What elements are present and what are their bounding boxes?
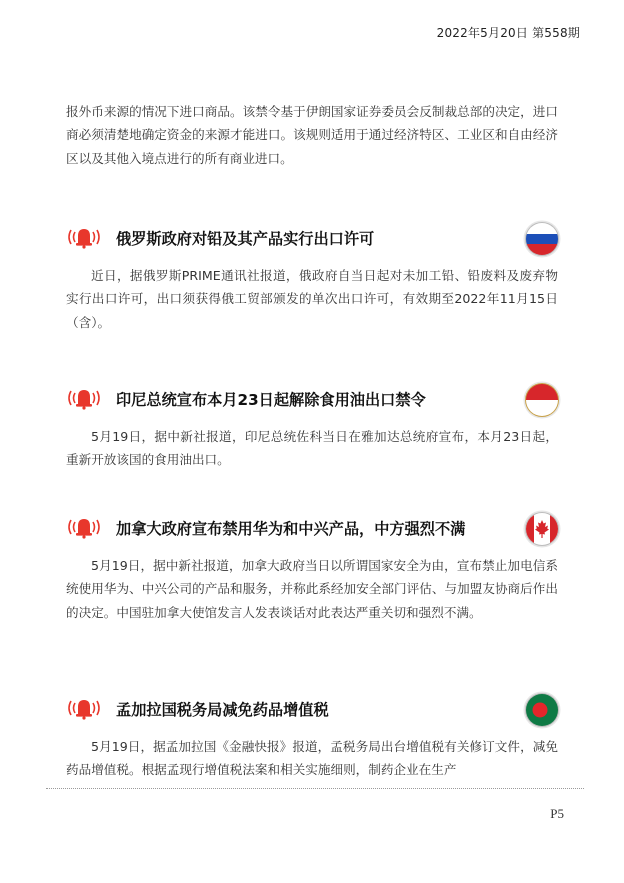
section-body: 5月19日，据中新社报道，加拿大政府当日以所谓国家安全为由，宣布禁止加电信系统使用华为、中兴公司的产品和服务，并称此系经加安全部门评估、与加盟友协商后作出的决定。中国驻加拿大使馆发言人发表谈话对此表达严重关切和强烈不满。 [66, 558, 558, 620]
section-header-russia [66, 219, 561, 259]
canada-flag-icon [523, 510, 561, 548]
section-header-bangladesh [66, 690, 561, 730]
section-body: 5月19日，据孟加拉国《金融快报》报道，孟税务局出台增值税有关修订文件，减免药品增值税。根据孟现行增值税法案和相关实施细则，制药企业在生产 [66, 739, 558, 778]
section-title: 印尼总统宣布本月23日起解除食用油出口禁令 [116, 391, 426, 409]
section-body: 5月19日，据中新社报道，印尼总统佐科当日在雅加达总统府宣布，本月23日起，重新开放该国的食用油出口。 [66, 429, 558, 468]
issue-date: 2022年5月20日 第558期 [436, 26, 580, 40]
intro-paragraph: 报外币来源的情况下进口商品。该禁令基于伊朗国家证券委员会反制裁总部的决定，进口商必须清楚地确定资金的来源才能进口。该规则适用于通过经济特区、工业区和自由经济区以及其他入境点进行的所有商业进口。 [66, 104, 558, 166]
section-title: 加拿大政府宣布禁用华为和中兴产品，中方强烈不满 [116, 520, 466, 538]
section-body: 近日，据俄罗斯PRIME通讯社报道，俄政府自当日起对未加工铅、铅废料及废弃物实行出口许可，出口须获得俄工贸部颁发的单次出口许可，有效期至2022年11月15日（含）。 [66, 268, 558, 330]
section-header-indonesia [66, 380, 561, 420]
indonesia-flag-icon [523, 381, 561, 419]
bangladesh-flag-icon [523, 691, 561, 729]
bell-icon [66, 696, 102, 720]
footer-divider [46, 788, 584, 789]
bell-icon [66, 225, 102, 249]
section-title: 孟加拉国税务局减免药品增值税 [116, 701, 329, 719]
section-header-canada [66, 509, 561, 549]
russia-flag-icon [523, 220, 561, 258]
section-title: 俄罗斯政府对铅及其产品实行出口许可 [116, 230, 375, 248]
bell-icon [66, 386, 102, 410]
page-number: P5 [550, 806, 564, 821]
bell-icon [66, 515, 102, 539]
